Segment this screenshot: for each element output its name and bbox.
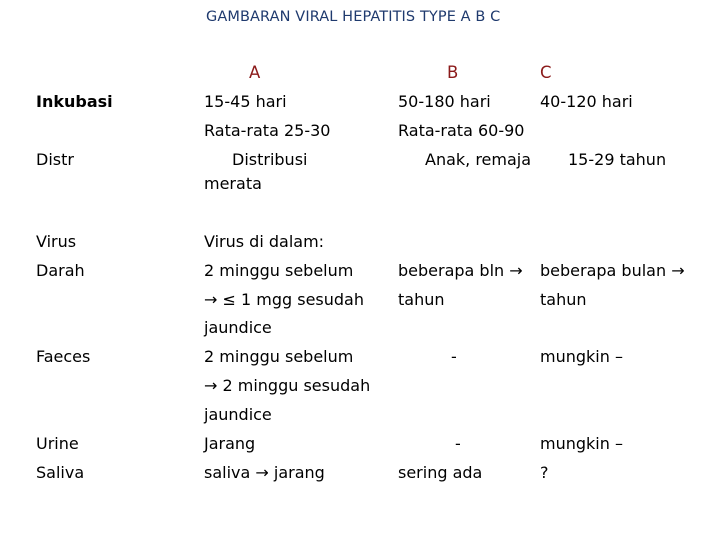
row-label-faeces: Faeces [36,347,91,366]
page-title: GAMBARAN VIRAL HEPATITIS TYPE A B C [206,9,501,25]
urine-b-line2: sering ada [398,463,483,482]
inkubasi-b-avg: Rata-rata 60-90 [398,121,525,140]
faeces-b: - [451,347,457,366]
row-label-distr: Distr [36,150,74,169]
urine-b-line1: - [455,434,461,453]
virus-a-line4: jaundice [204,318,272,337]
virus-b-line2: tahun [398,290,445,309]
inkubasi-a: 15-45 hari [204,92,287,111]
virus-c-line1: beberapa bulan → [540,261,685,280]
distr-a-line1: Distribusi [232,150,308,169]
column-header-a: A [249,63,261,82]
column-header-b: B [447,63,459,82]
virus-a-line2: 2 minggu sebelum [204,261,354,280]
distr-b: Anak, remaja [425,150,532,169]
row-label-inkubasi: Inkubasi [36,92,113,111]
faeces-c: mungkin – [540,347,623,366]
row-label-darah: Darah [36,261,85,280]
virus-a-line3: → ≤ 1 mgg sesudah [204,290,364,309]
faeces-a-line1: 2 minggu sebelum [204,347,354,366]
virus-b-line1: beberapa bln → [398,261,523,280]
inkubasi-c: 40-120 hari [540,92,633,111]
faeces-a-line2: → 2 minggu sesudah [204,376,371,395]
urine-a-line1: Jarang [204,434,256,453]
urine-c-line1: mungkin – [540,434,623,453]
virus-c-line2: tahun [540,290,587,309]
row-label-virus: Virus [36,232,77,251]
column-header-c: C [540,63,552,82]
urine-a-line2: saliva → jarang [204,463,325,482]
distr-c: 15-29 tahun [568,150,667,169]
inkubasi-b: 50-180 hari [398,92,491,111]
row-label-saliva: Saliva [36,463,85,482]
urine-c-line2: ? [540,463,549,482]
row-label-urine: Urine [36,434,79,453]
inkubasi-a-avg: Rata-rata 25-30 [204,121,331,140]
faeces-a-line3: jaundice [204,405,272,424]
virus-a-line1: Virus di dalam: [204,232,325,251]
distr-a-line2: merata [204,174,262,193]
